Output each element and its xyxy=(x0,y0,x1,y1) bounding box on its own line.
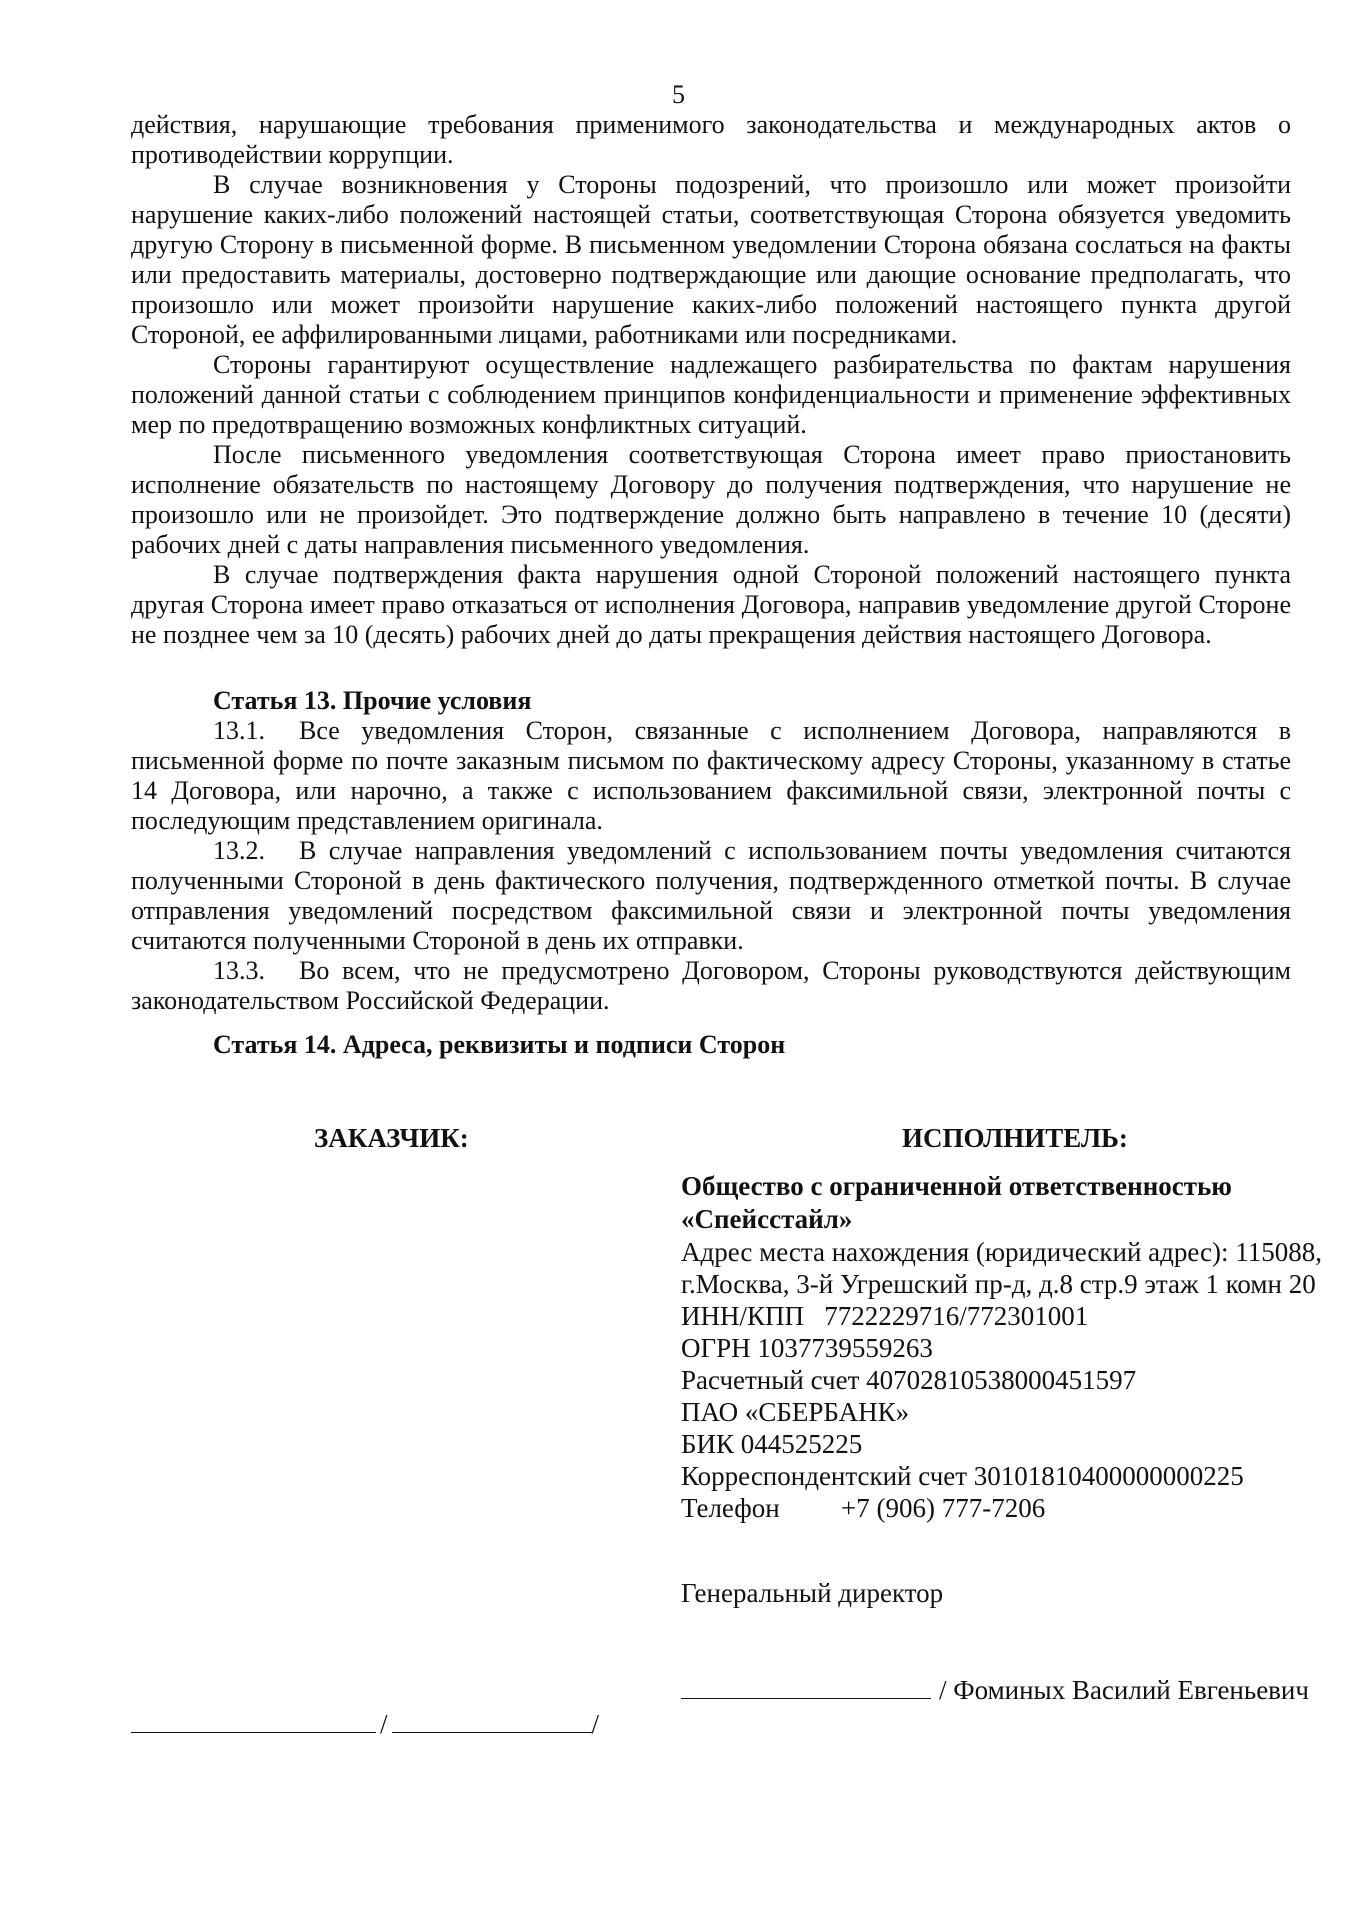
clause-text: Все уведомления Сторон, связанные с исполнением Договора, направляются в письменной форме по почте заказным письмом по фактическому адресу Стороны, указанному в статье 14 Договора, или нарочно, а также с использованием факсимильной связи, электронной почты с последующим представлением оригинала. xyxy=(131,716,1291,835)
article-14-title: Статья 14. Адреса, реквизиты и подписи Сторон xyxy=(213,1030,786,1059)
clause-13-1 xyxy=(131,716,1291,836)
contractor-requisites xyxy=(681,1170,1341,1524)
contractor-signer-name: / Фоминых Василий Евгеньевич xyxy=(939,1675,1309,1705)
contractor-bank: ПАО «СБЕРБАНК» xyxy=(681,1397,910,1427)
contractor-corr-account: Корреспондентский счет 30101810400000000225 xyxy=(681,1461,1244,1491)
document-body xyxy=(131,110,1291,1060)
clause-13-3 xyxy=(131,956,1291,1016)
phone-label: Телефон xyxy=(681,1493,780,1523)
contractor-inn-kpp: ИНН/КПП 7722229716/772301001 xyxy=(681,1301,1089,1331)
contractor-address-line1: Адрес места нахождения (юридический адрес): 115088, xyxy=(681,1237,1323,1267)
paragraph-suspicion-notice: В случае возникновения у Стороны подозрений, что произошло или может произойти нарушение каких-либо положений настоящей статьи, соответствующая Сторона обязуется уведомить другую Сторону в письменной форме. В письменном уведомлении Сторона обязана сослаться на факты или предоставить материалы, достоверно подтверждающие или дающие основание предполагать, что произошло или может произойти нарушение каких-либо положений настоящего пункта другой Стороной, ее аффилированными лицами, работниками или посредниками. xyxy=(131,170,1291,349)
contractor-signature-block xyxy=(681,1672,1309,1706)
clause-number: 13.2. xyxy=(213,836,265,865)
contractor-account: Расчетный счет 40702810538000451597 xyxy=(681,1365,1137,1395)
contractor-ogrn: ОГРН 1037739559263 xyxy=(681,1333,933,1363)
clause-13-2 xyxy=(131,836,1291,956)
clause-text: В случае направления уведомлений с использованием почты уведомления считаются полученными Стороной в день фактического получения, подтвержденного отметкой почты. В случае отправления уведомлений посредством факсимильной связи и электронной почты уведомления считаются полученными Стороной в день их отправки. xyxy=(131,836,1291,955)
clause-number: 13.1. xyxy=(213,716,265,745)
paragraph-termination-right: В случае подтверждения факта нарушения одной Стороной положений настоящего пункта другая Сторона имеет право отказаться от исполнения Договора, направив уведомление другой Стороне не позднее чем за 10 (десять) рабочих дней до даты прекращения действия настоящего Договора. xyxy=(131,560,1291,649)
contractor-org-line1: Общество с ограниченной ответственностью xyxy=(681,1171,1232,1201)
customer-signature-separator: / xyxy=(380,1709,388,1739)
paragraph-anticorruption-end: действия, нарушающие требования применимого законодательства и международных актов о противодействии коррупции. xyxy=(131,110,1291,169)
contractor-bik: БИК 044525225 xyxy=(681,1429,863,1459)
contractor-position: Генеральный директор xyxy=(681,1578,944,1608)
phone-value: +7 (906) 777-7206 xyxy=(841,1493,1046,1523)
contractor-signature-line xyxy=(681,1672,931,1699)
contractor-org-line2: «Спейсстайл» xyxy=(681,1204,853,1234)
contractor-address-line2: г.Москва, 3-й Угрешский пр-д, д.8 стр.9 этаж 1 комн 20 xyxy=(681,1269,1316,1299)
clause-text: Во всем, что не предусмотрено Договором, Стороны руководствуются действующим законодательством Российской Федерации. xyxy=(131,956,1291,1015)
page-number: 5 xyxy=(672,80,685,109)
paragraph-suspension-right: После письменного уведомления соответствующая Сторона имеет право приостановить исполнение обязательств по настоящему Договору до получения подтверждения, что нарушение не произошло или не произойдет. Это подтверждение должно быть направлено в течение 10 (десяти) рабочих дней с даты направления письменного уведомления. xyxy=(131,440,1291,559)
paragraph-investigation-guarantee: Стороны гарантируют осуществление надлежащего разбирательства по фактам нарушения положений данной статьи с соблюдением принципов конфиденциальности и применение эффективных мер по предотвращению возможных конфликтных ситуаций. xyxy=(131,350,1291,439)
customer-signature-block xyxy=(131,1706,599,1740)
article-13-title: Статья 13. Прочие условия xyxy=(213,686,532,715)
contractor-label: ИСПОЛНИТЕЛЬ: xyxy=(902,1123,1128,1153)
clause-number: 13.3. xyxy=(213,956,265,985)
contractor-phone xyxy=(681,1492,1341,1524)
customer-signature-end: / xyxy=(591,1709,600,1739)
customer-label: ЗАКАЗЧИК: xyxy=(314,1123,469,1153)
customer-name-line xyxy=(392,1706,592,1733)
customer-signature-line xyxy=(131,1706,376,1733)
